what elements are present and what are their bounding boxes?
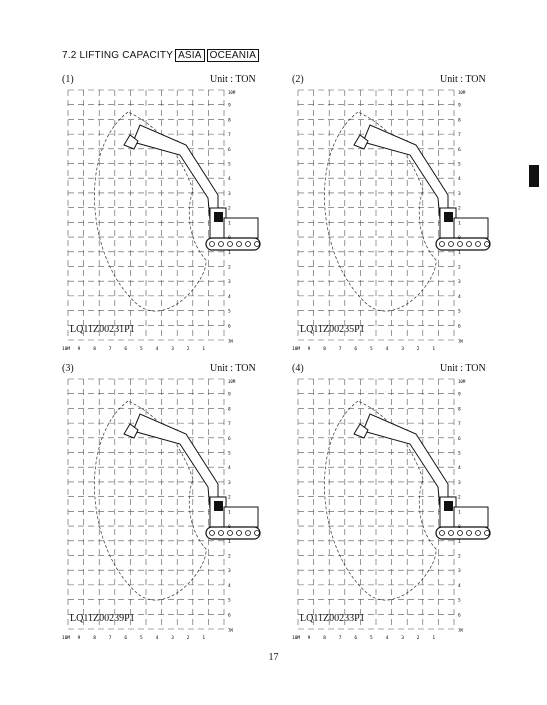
axis-right-tick: 3 xyxy=(458,480,461,486)
axis-bottom-tick: 1 xyxy=(202,347,206,352)
axis-bottom-tick: 6 xyxy=(124,347,128,352)
axis-right-tick: 2 xyxy=(458,554,461,560)
lifting-capacity-chart xyxy=(292,375,512,641)
unit-label: Unit : TON xyxy=(440,363,486,374)
axis-bottom-tick: 6 xyxy=(124,636,128,641)
axis-bottom-tick: 10M xyxy=(62,347,71,352)
lifting-capacity-panel xyxy=(292,363,512,641)
unit-label: Unit : TON xyxy=(210,363,256,374)
axis-bottom-tick: 6 xyxy=(354,636,358,641)
axis-right-tick: 3 xyxy=(458,569,461,575)
axis-right-tick: 3 xyxy=(458,191,461,197)
axis-right-tick: 2 xyxy=(458,206,461,212)
axis-right-tick: 1 xyxy=(458,221,461,227)
axis-top-label: 10M xyxy=(228,379,236,384)
axis-right-tick: 0 xyxy=(228,525,231,531)
axis-bottom-tick: 8 xyxy=(93,347,96,352)
axis-top-label: 10M xyxy=(458,90,466,95)
axis-bottom-tick: 3 xyxy=(401,347,404,352)
axis-right-tick: 6 xyxy=(228,324,231,330)
axis-right-tick: 1 xyxy=(458,539,461,545)
drawing-code: LQ11Z00231P1 xyxy=(70,324,135,335)
axis-bottom-tick: 6 xyxy=(354,347,358,352)
axis-right-tick: 2 xyxy=(228,265,231,271)
axis-bottom-tick: 1 xyxy=(432,636,436,641)
axis-bottom-tick: 10M xyxy=(62,636,71,641)
axis-bottom-tick: 7 xyxy=(108,347,112,352)
axis-right-tick: 8 xyxy=(228,407,231,413)
axis-right-tick: 2 xyxy=(458,265,461,271)
axis-bottom-tick: 2 xyxy=(186,347,190,352)
axis-right-tick: 1 xyxy=(458,250,461,256)
region-box-oceania: OCEANIA xyxy=(207,49,259,62)
axis-right-tick: 2 xyxy=(228,554,231,560)
axis-bottom-tick: 9 xyxy=(77,636,81,641)
axis-bottom-tick: 9 xyxy=(307,636,311,641)
axis-right-label: 7M xyxy=(228,628,233,633)
axis-right-tick: 3 xyxy=(228,569,231,575)
axis-bottom-tick: 7 xyxy=(338,636,342,641)
lifting-capacity-panel xyxy=(292,74,512,352)
axis-right-tick: 9 xyxy=(228,392,231,398)
axis-bottom-tick: 3 xyxy=(171,347,174,352)
axis-bottom-tick: 8 xyxy=(93,636,96,641)
axis-bottom-tick: 8 xyxy=(323,636,326,641)
axis-right-tick: 4 xyxy=(228,583,231,589)
lifting-capacity-chart xyxy=(62,86,282,352)
axis-bottom-tick: 4 xyxy=(385,347,389,352)
axis-bottom-tick: 4 xyxy=(155,347,159,352)
axis-right-tick: 6 xyxy=(228,147,231,153)
axis-right-tick: 0 xyxy=(458,525,461,531)
axis-right-tick: 2 xyxy=(458,495,461,501)
drawing-code: LQ11Z00239P1 xyxy=(70,613,135,624)
axis-right-tick: 1 xyxy=(228,510,231,516)
axis-right-tick: 4 xyxy=(458,177,461,183)
lifting-capacity-chart xyxy=(62,375,282,641)
axis-bottom-tick: 3 xyxy=(171,636,174,641)
axis-right-tick: 9 xyxy=(458,392,461,398)
axis-right-tick: 5 xyxy=(228,162,231,168)
axis-bottom-tick: 9 xyxy=(77,347,81,352)
axis-right-tick: 7 xyxy=(458,422,461,428)
axis-right-tick: 6 xyxy=(228,436,231,442)
lifting-capacity-panel xyxy=(62,363,282,641)
axis-right-tick: 6 xyxy=(458,147,461,153)
axis-bottom-tick: 5 xyxy=(140,636,143,641)
axis-bottom-tick: 1 xyxy=(432,347,436,352)
axis-right-tick: 8 xyxy=(228,118,231,124)
axis-bottom-tick: 8 xyxy=(323,347,326,352)
axis-bottom-tick: 4 xyxy=(155,636,159,641)
axis-bottom-tick: 1 xyxy=(202,636,206,641)
axis-right-tick: 5 xyxy=(458,598,461,604)
axis-right-tick: 5 xyxy=(458,309,461,315)
axis-bottom-tick: 10M xyxy=(292,636,301,641)
axis-right-tick: 2 xyxy=(228,495,231,501)
axis-right-tick: 5 xyxy=(228,451,231,457)
axis-right-tick: 1 xyxy=(458,510,461,516)
axis-bottom-tick: 2 xyxy=(186,636,190,641)
panel-number: (4) xyxy=(292,363,304,374)
axis-right-tick: 6 xyxy=(458,613,461,619)
axis-right-tick: 5 xyxy=(458,451,461,457)
axis-right-tick: 0 xyxy=(228,236,231,242)
axis-right-tick: 3 xyxy=(458,280,461,286)
lifting-capacity-panel xyxy=(62,74,282,352)
heading-text: 7.2 LIFTING CAPACITY xyxy=(62,50,174,61)
axis-right-tick: 6 xyxy=(458,324,461,330)
axis-right-tick: 6 xyxy=(458,436,461,442)
axis-right-tick: 4 xyxy=(228,294,231,300)
page-edge-tab xyxy=(529,165,539,187)
page-number: 17 xyxy=(268,652,279,663)
axis-right-tick: 3 xyxy=(228,280,231,286)
axis-right-tick: 2 xyxy=(228,206,231,212)
axis-bottom-tick: 2 xyxy=(416,636,420,641)
axis-right-tick: 6 xyxy=(228,613,231,619)
axis-bottom-tick: 2 xyxy=(416,347,420,352)
axis-right-tick: 1 xyxy=(228,221,231,227)
axis-bottom-tick: 4 xyxy=(385,636,389,641)
section-heading xyxy=(62,50,259,61)
axis-right-tick: 4 xyxy=(228,177,231,183)
axis-right-tick: 7 xyxy=(458,133,461,139)
axis-right-label: 7M xyxy=(458,628,463,633)
axis-top-label: 10M xyxy=(228,90,236,95)
panel-number: (2) xyxy=(292,74,304,85)
axis-bottom-tick: 7 xyxy=(338,347,342,352)
axis-bottom-tick: 9 xyxy=(307,347,311,352)
axis-right-tick: 7 xyxy=(228,422,231,428)
axis-right-tick: 0 xyxy=(458,236,461,242)
axis-right-tick: 5 xyxy=(228,309,231,315)
axis-right-label: 7M xyxy=(228,339,233,344)
drawing-code: LQ11Z00233P1 xyxy=(300,613,365,624)
axis-right-label: 7M xyxy=(458,339,463,344)
panel-number: (3) xyxy=(62,363,74,374)
axis-right-tick: 1 xyxy=(228,539,231,545)
axis-right-tick: 7 xyxy=(228,133,231,139)
region-box-asia: ASIA xyxy=(175,49,205,62)
axis-right-tick: 9 xyxy=(458,103,461,109)
lifting-capacity-chart xyxy=(292,86,512,352)
axis-bottom-tick: 5 xyxy=(370,347,373,352)
axis-right-tick: 4 xyxy=(458,583,461,589)
axis-right-tick: 9 xyxy=(228,103,231,109)
axis-right-tick: 4 xyxy=(458,466,461,472)
axis-bottom-tick: 3 xyxy=(401,636,404,641)
unit-label: Unit : TON xyxy=(440,74,486,85)
axis-bottom-tick: 5 xyxy=(370,636,373,641)
axis-right-tick: 4 xyxy=(228,466,231,472)
axis-bottom-tick: 10M xyxy=(292,347,301,352)
axis-right-tick: 1 xyxy=(228,250,231,256)
axis-bottom-tick: 5 xyxy=(140,347,143,352)
unit-label: Unit : TON xyxy=(210,74,256,85)
axis-top-label: 10M xyxy=(458,379,466,384)
axis-bottom-tick: 7 xyxy=(108,636,112,641)
drawing-code: LQ11Z00235P1 xyxy=(300,324,365,335)
axis-right-tick: 8 xyxy=(458,407,461,413)
axis-right-tick: 4 xyxy=(458,294,461,300)
axis-right-tick: 5 xyxy=(458,162,461,168)
axis-right-tick: 3 xyxy=(228,480,231,486)
axis-right-tick: 5 xyxy=(228,598,231,604)
axis-right-tick: 3 xyxy=(228,191,231,197)
axis-right-tick: 8 xyxy=(458,118,461,124)
panel-number: (1) xyxy=(62,74,74,85)
